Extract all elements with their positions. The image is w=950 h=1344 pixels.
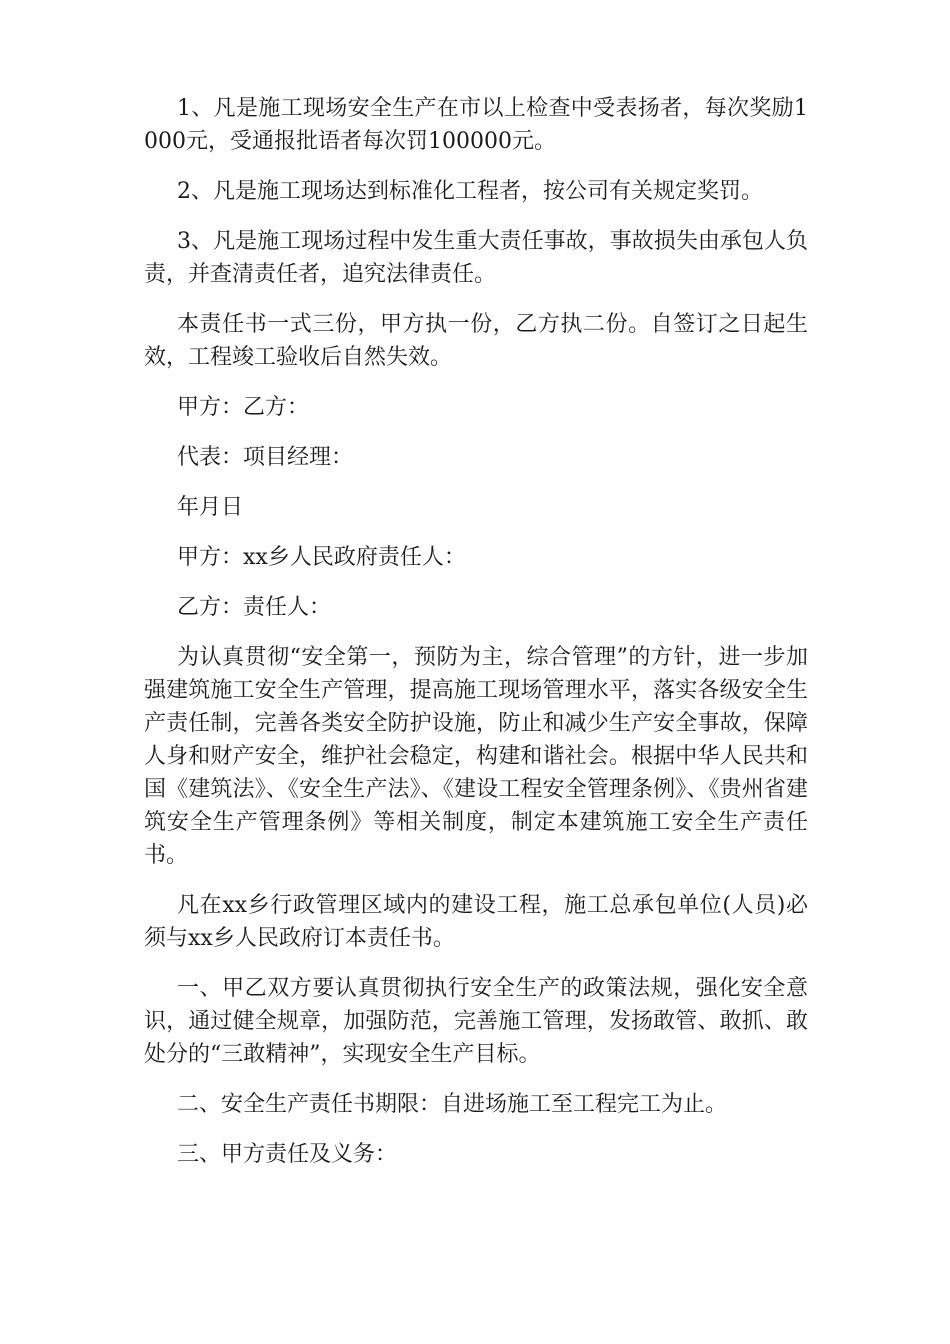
section-three-heading: 三、甲方责任及义务： <box>177 1142 398 1167</box>
preamble-paragraph: 为认真贯彻“安全第一，预防为主，综合管理”的方针，进一步加强建筑施工安全生产管理，提高施工现场管理水平，落实各级安全生产责任制，完善各类安全防护设施，防止和减少生产安全事故，保障人身和财产安全，维护社会稳定，构建和谐社会。根据中华人民共和国《建筑法》、《安全生产法》、《建设工程安全管理条例》、《贵州省建筑安全生产管理条例》等相关制度，制定本建筑施工安全生产责任书。 <box>144 645 808 868</box>
signature-representatives: 代表：项目经理： <box>177 445 354 470</box>
party-b-line: 乙方：责任人： <box>177 595 332 620</box>
section-two: 二、安全生产责任书期限：自进场施工至工程完工为止。 <box>177 1092 728 1117</box>
scope-paragraph: 凡在xx乡行政管理区域内的建设工程，施工总承包单位(人员)必须与xx乡人民政府订本责任书。 <box>144 893 808 951</box>
document-page <box>144 92 808 1188</box>
signature-date: 年月日 <box>177 495 244 520</box>
clause-standardization: 2、凡是施工现场达到标准化工程者，按公司有关规定奖罚。 <box>177 179 763 204</box>
clause-accident-liability: 3、凡是施工现场过程中发生重大责任事故，事故损失由承包人负责，并查清责任者，追究法律责任。 <box>144 229 808 287</box>
party-a-line: 甲方：xx乡人民政府责任人： <box>177 545 466 570</box>
signature-parties: 甲方：乙方： <box>177 395 310 420</box>
copies-validity: 本责任书一式三份，甲方执一份，乙方执二份。自签订之日起生效，工程竣工验收后自然失效。 <box>144 312 808 370</box>
clause-reward-penalty: 1、凡是施工现场安全生产在市以上检查中受表扬者，每次奖励1000元，受通报批语者每次罚100000元。 <box>144 96 808 154</box>
section-one: 一、甲乙双方要认真贯彻执行安全生产的政策法规，强化安全意识，通过健全规章，加强防范，完善施工管理，发扬敢管、敢抓、敢处分的“三敢精神”，实现安全生产目标。 <box>144 976 808 1067</box>
